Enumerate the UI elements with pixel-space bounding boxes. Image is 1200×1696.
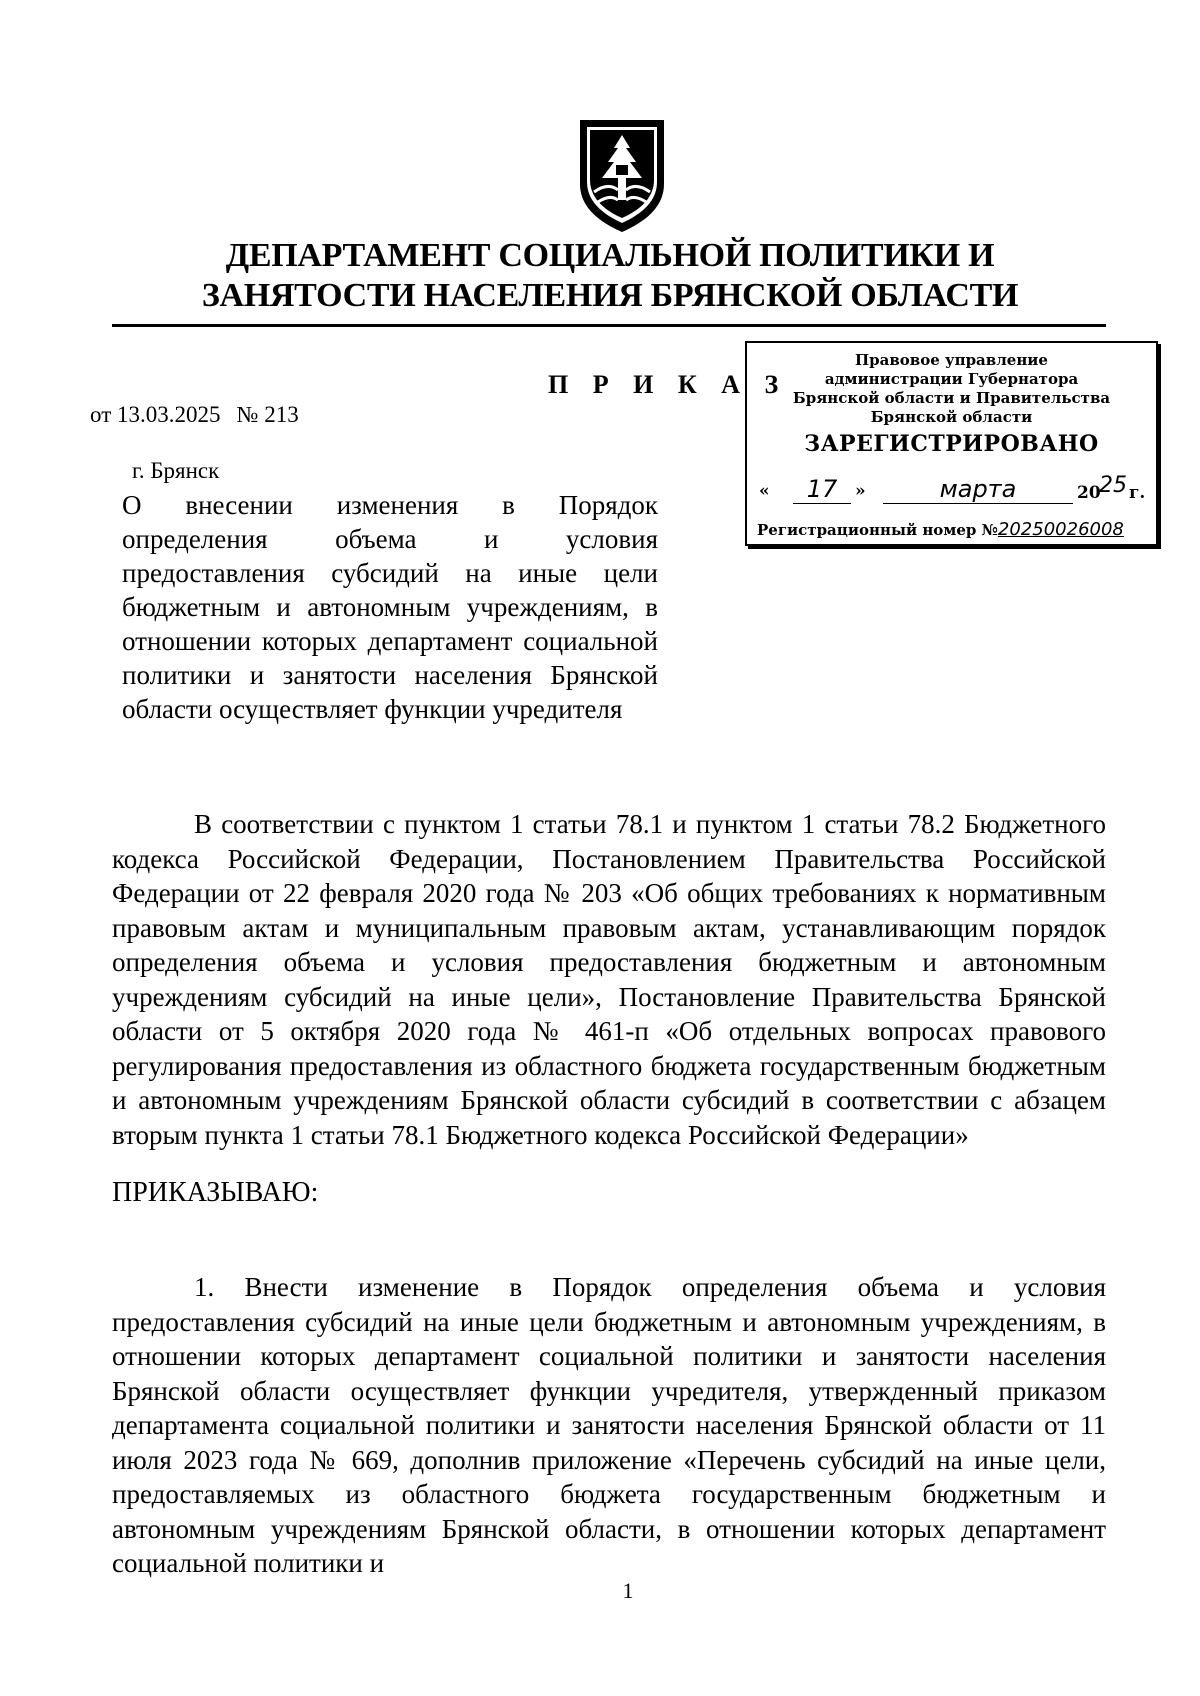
- order-date-line: [90, 402, 315, 428]
- header-divider: [112, 324, 1106, 327]
- stamp-year-suffix: 25: [1099, 473, 1127, 498]
- order-number: № 213: [236, 402, 299, 427]
- bryansk-coat-of-arms-icon: [574, 118, 670, 234]
- stamp-close-quote: »: [855, 481, 866, 501]
- stamp-org-line: Брянской области: [870, 408, 1033, 426]
- stamp-org-line: администрации Губернатора: [824, 370, 1079, 388]
- order-subject: О внесении изменения в Порядок определения объема и условия предоставления субсидий на иные цели бюджетным и автономным учреждениям, в отношении которых департамент социальной политики и занятости населения Брянской области осуществляет функции учредителя: [122, 490, 658, 724]
- stamp-organization: [747, 351, 1156, 427]
- department-title: ДЕПАРТАМЕНТ СОЦИАЛЬНОЙ ПОЛИТИКИ И ЗАНЯТОСТИ НАСЕЛЕНИЯ БРЯНСКОЙ ОБЛАСТИ: [201, 237, 1019, 314]
- stamp-day: 17: [793, 475, 851, 504]
- stamp-year-mark: г.: [1129, 483, 1146, 503]
- page-number: 1: [622, 1578, 634, 1603]
- stamp-org-line: Правовое управление: [855, 351, 1048, 369]
- order-date: от 13.03.2025: [90, 402, 221, 427]
- order-city: г. Брянск: [132, 458, 220, 483]
- clause-1-paragraph: 1. Внести изменение в Порядок определения объема и условия предоставления субсидий на иные цели бюджетным и автономным учреждениям, в отношении которых департамент социальной политики и занятости населения Брянской области осуществляет функции учредителя, утвержденный приказом департамента социальной политики и занятости населения Брянской области от 11 июля 2023 года № 669, дополнив приложение «Перечень субсидий на иные цели, предоставляемых из областного бюджета государственным бюджетным и автономным учреждениям Брянской области, в отношении которых департамент социальной политики и: [112, 1272, 1106, 1578]
- stamp-status: ЗАРЕГИСТРИРОВАНО: [804, 431, 1099, 457]
- stamp-registration-number: 20250026008: [997, 519, 1124, 540]
- stamp-date-line: [759, 473, 1151, 509]
- stamp-year-prefix: 20: [1077, 483, 1101, 503]
- stamp-registration-label: Регистрационный номер №: [757, 521, 998, 539]
- order-title: П Р И К А З: [548, 370, 788, 399]
- decree-word: ПРИКАЗЫВАЮ:: [112, 1177, 319, 1208]
- registration-stamp: [745, 341, 1158, 546]
- stamp-month: марта: [883, 475, 1073, 504]
- stamp-registration: [757, 519, 1124, 540]
- stamp-open-quote: «: [759, 481, 770, 501]
- stamp-org-line: Брянской области и Правительства: [792, 389, 1111, 407]
- preamble-paragraph: В соответствии с пунктом 1 статьи 78.1 и пунктом 1 статьи 78.2 Бюджетного кодекса Российской Федерации, Постановлением Правительства Российской Федерации от 22 февраля 2020 года № 203 «Об общих требованиях к нормативным правовым актам и муниципальным правовым актам, устанавливающим порядок определения объема и условия предоставления бюджетным и автономным учреждениям субсидий на иные цели», Постановление Правительства Брянской области от 5 октября 2020 года № 461-п «Об отдельных вопросах правового регулирования предоставления из областного бюджета государственным бюджетным и автономным учреждениям Брянской области субсидий в соответствии с абзацем вторым пункта 1 статьи 78.1 Бюджетного кодекса Российской Федерации»: [112, 809, 1106, 1150]
